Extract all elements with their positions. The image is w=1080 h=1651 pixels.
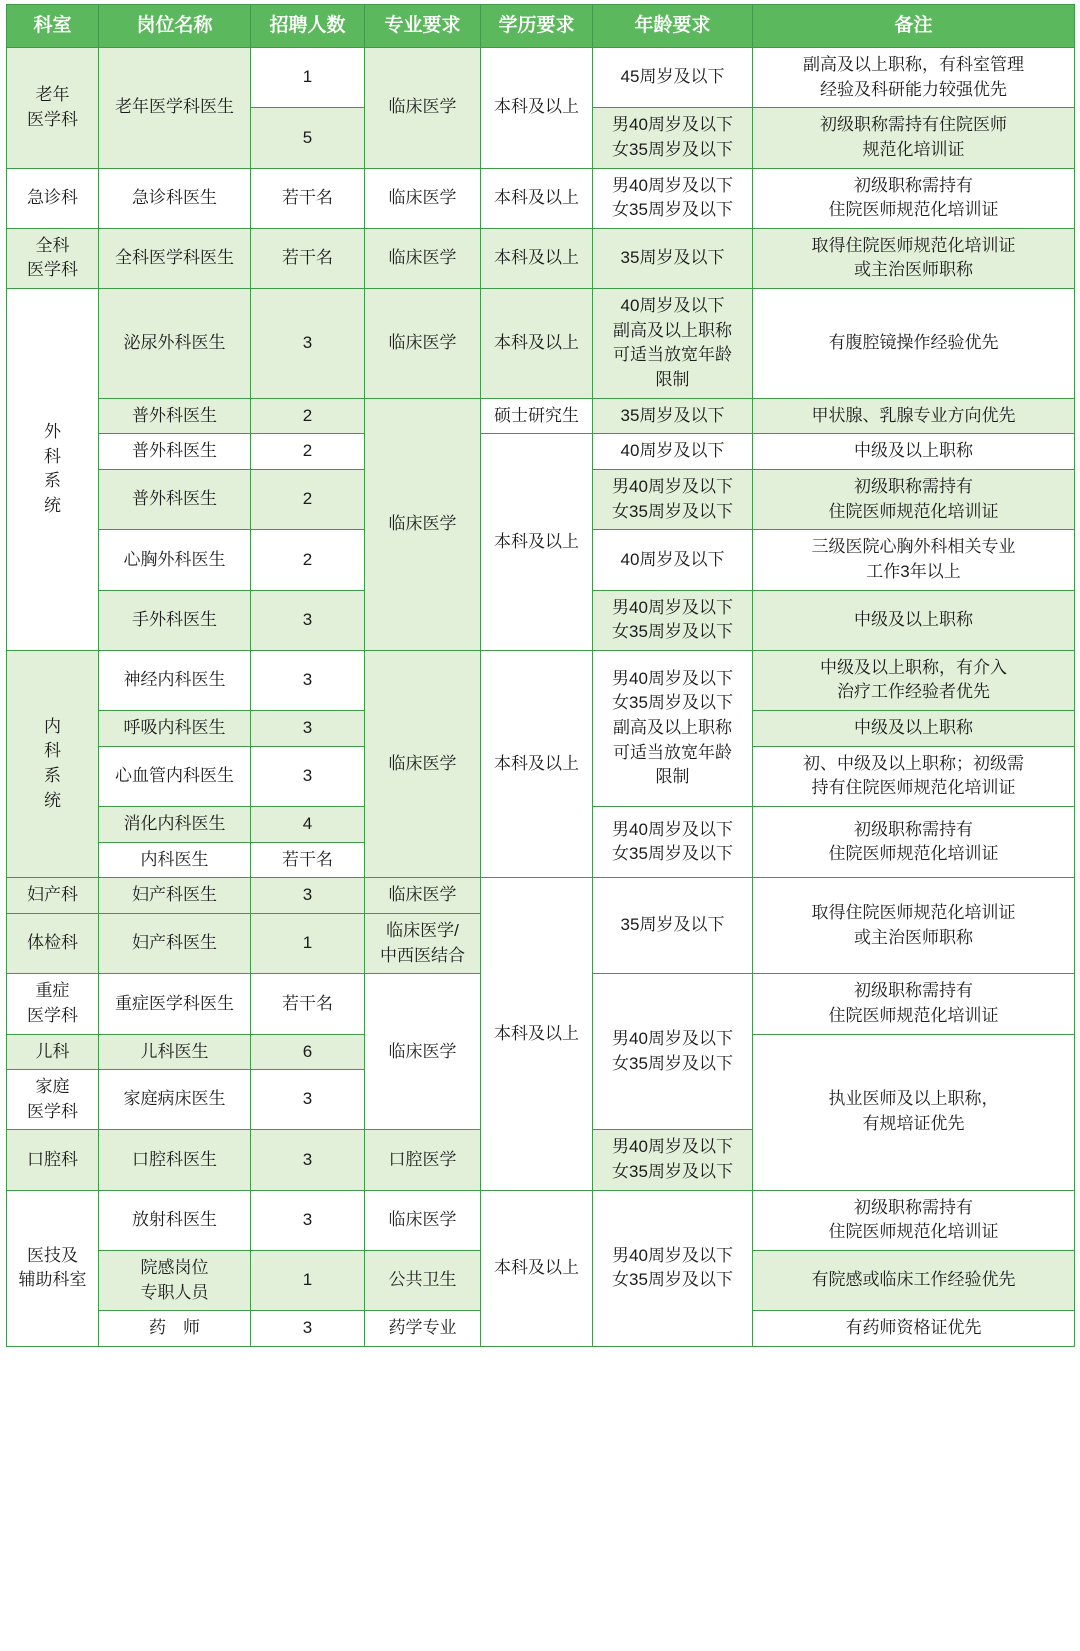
table-cell: 妇产科医生 (99, 878, 251, 914)
table-row (7, 398, 1075, 434)
table-cell: 5 (251, 108, 365, 168)
table-row (7, 650, 1075, 710)
column-header-1: 岗位名称 (99, 5, 251, 48)
table-cell: 临床医学 (365, 650, 481, 877)
table-cell: 呼吸内科医生 (99, 711, 251, 747)
table-row (7, 289, 1075, 399)
table-cell: 3 (251, 1311, 365, 1347)
table-cell: 三级医院心胸外科相关专业 工作3年以上 (753, 530, 1075, 590)
table-cell: 全科医学科医生 (99, 228, 251, 288)
table-cell: 妇产科 (7, 878, 99, 914)
table-cell: 临床医学 (365, 228, 481, 288)
table-cell: 男40周岁及以下 女35周岁及以下 (593, 469, 753, 529)
table-cell: 男40周岁及以下 女35周岁及以下 (593, 590, 753, 650)
table-cell: 男40周岁及以下 女35周岁及以下 副高及以上职称 可适当放宽年龄 限制 (593, 650, 753, 806)
table-cell: 35周岁及以下 (593, 878, 753, 974)
table-cell: 1 (251, 1250, 365, 1310)
table-cell: 临床医学 (365, 878, 481, 914)
table-cell: 男40周岁及以下 女35周岁及以下 (593, 168, 753, 228)
table-body (7, 48, 1075, 1347)
table-cell: 执业医师及以上职称， 有规培证优先 (753, 1034, 1075, 1190)
table-cell: 心血管内科医生 (99, 746, 251, 806)
table-cell: 本科及以上 (481, 650, 593, 877)
table-cell: 3 (251, 590, 365, 650)
table-cell: 2 (251, 398, 365, 434)
table-cell: 40周岁及以下 (593, 530, 753, 590)
table-cell: 全科 医学科 (7, 228, 99, 288)
table-cell: 3 (251, 650, 365, 710)
table-row (7, 48, 1075, 108)
table-cell: 中级及以上职称 (753, 434, 1075, 470)
table-cell: 男40周岁及以下 女35周岁及以下 (593, 974, 753, 1130)
table-row (7, 878, 1075, 914)
table-cell: 有腹腔镜操作经验优先 (753, 289, 1075, 399)
table-cell: 3 (251, 746, 365, 806)
table-cell: 口腔医学 (365, 1130, 481, 1190)
column-header-0: 科室 (7, 5, 99, 48)
column-header-6: 备注 (753, 5, 1075, 48)
table-cell: 口腔科 (7, 1130, 99, 1190)
table-cell: 本科及以上 (481, 878, 593, 1190)
table-cell: 消化内科医生 (99, 807, 251, 843)
table-cell: 副高及以上职称，有科室管理 经验及科研能力较强优先 (753, 48, 1075, 108)
table-cell: 中级及以上职称 (753, 590, 1075, 650)
table-cell: 4 (251, 807, 365, 843)
table-cell: 2 (251, 469, 365, 529)
recruitment-table (6, 4, 1075, 1347)
table-cell: 老年 医学科 (7, 48, 99, 169)
table-cell: 放射科医生 (99, 1190, 251, 1250)
table-cell: 儿科医生 (99, 1034, 251, 1070)
table-cell: 1 (251, 48, 365, 108)
table-cell: 若干名 (251, 228, 365, 288)
table-cell: 取得住院医师规范化培训证 或主治医师职称 (753, 228, 1075, 288)
table-cell: 3 (251, 878, 365, 914)
table-cell: 急诊科医生 (99, 168, 251, 228)
table-cell: 口腔科医生 (99, 1130, 251, 1190)
table-cell: 急诊科 (7, 168, 99, 228)
table-cell: 若干名 (251, 842, 365, 878)
table-cell: 妇产科医生 (99, 913, 251, 973)
table-cell: 重症 医学科 (7, 974, 99, 1034)
table-cell: 临床医学 (365, 1190, 481, 1250)
table-cell: 3 (251, 1070, 365, 1130)
table-header (7, 5, 1075, 48)
table-cell: 有药师资格证优先 (753, 1311, 1075, 1347)
table-cell: 2 (251, 530, 365, 590)
table-cell: 心胸外科医生 (99, 530, 251, 590)
table-cell: 男40周岁及以下 女35周岁及以下 (593, 1130, 753, 1190)
column-header-4: 学历要求 (481, 5, 593, 48)
table-cell: 儿科 (7, 1034, 99, 1070)
table-cell: 甲状腺、乳腺专业方向优先 (753, 398, 1075, 434)
table-cell: 临床医学 (365, 398, 481, 650)
table-cell: 35周岁及以下 (593, 398, 753, 434)
table-cell: 2 (251, 434, 365, 470)
table-cell: 本科及以上 (481, 289, 593, 399)
column-header-3: 专业要求 (365, 5, 481, 48)
table-cell: 1 (251, 913, 365, 973)
table-cell: 有院感或临床工作经验优先 (753, 1250, 1075, 1310)
table-cell: 重症医学科医生 (99, 974, 251, 1034)
table-cell: 中级及以上职称 (753, 711, 1075, 747)
table-cell: 若干名 (251, 974, 365, 1034)
table-cell: 泌尿外科医生 (99, 289, 251, 399)
table-cell: 硕士研究生 (481, 398, 593, 434)
table-cell: 老年医学科医生 (99, 48, 251, 169)
table-cell: 内科医生 (99, 842, 251, 878)
table-cell: 3 (251, 1130, 365, 1190)
column-header-2: 招聘人数 (251, 5, 365, 48)
table-cell: 家庭病床医生 (99, 1070, 251, 1130)
table-cell: 男40周岁及以下 女35周岁及以下 (593, 1190, 753, 1346)
table-cell: 神经内科医生 (99, 650, 251, 710)
table-cell: 3 (251, 289, 365, 399)
table-cell: 45周岁及以下 (593, 48, 753, 108)
table-cell: 取得住院医师规范化培训证 或主治医师职称 (753, 878, 1075, 974)
table-cell: 初级职称需持有 住院医师规范化培训证 (753, 168, 1075, 228)
table-cell: 6 (251, 1034, 365, 1070)
table-cell: 普外科医生 (99, 469, 251, 529)
table-cell: 35周岁及以下 (593, 228, 753, 288)
table-cell: 初级职称需持有 住院医师规范化培训证 (753, 807, 1075, 878)
table-cell: 40周岁及以下 (593, 434, 753, 470)
table-cell: 3 (251, 711, 365, 747)
table-cell: 本科及以上 (481, 1190, 593, 1346)
table-cell: 本科及以上 (481, 48, 593, 169)
table-cell: 本科及以上 (481, 228, 593, 288)
table-cell: 初级职称需持有 住院医师规范化培训证 (753, 1190, 1075, 1250)
table-row (7, 1190, 1075, 1250)
table-cell: 临床医学 (365, 974, 481, 1130)
table-row (7, 168, 1075, 228)
table-cell: 临床医学 (365, 289, 481, 399)
table-row (7, 228, 1075, 288)
table-cell: 普外科医生 (99, 434, 251, 470)
table-cell: 3 (251, 1190, 365, 1250)
table-cell: 中级及以上职称，有介入 治疗工作经验者优先 (753, 650, 1075, 710)
table-cell: 40周岁及以下 副高及以上职称 可适当放宽年龄 限制 (593, 289, 753, 399)
table-cell: 普外科医生 (99, 398, 251, 434)
table-cell: 临床医学/ 中西医结合 (365, 913, 481, 973)
table-row (7, 434, 1075, 470)
table-cell: 院感岗位 专职人员 (99, 1250, 251, 1310)
column-header-5: 年龄要求 (593, 5, 753, 48)
table-cell: 公共卫生 (365, 1250, 481, 1310)
table-cell: 内 科 系 统 (7, 650, 99, 877)
table-cell: 若干名 (251, 168, 365, 228)
table-cell: 临床医学 (365, 48, 481, 169)
header-row (7, 5, 1075, 48)
table-cell: 家庭 医学科 (7, 1070, 99, 1130)
table-cell: 初级职称需持有 住院医师规范化培训证 (753, 469, 1075, 529)
table-cell: 外 科 系 统 (7, 289, 99, 651)
table-cell: 本科及以上 (481, 434, 593, 650)
table-cell: 初级职称需持有 住院医师规范化培训证 (753, 974, 1075, 1034)
table-cell: 体检科 (7, 913, 99, 973)
table-cell: 临床医学 (365, 168, 481, 228)
table-cell: 本科及以上 (481, 168, 593, 228)
table-cell: 男40周岁及以下 女35周岁及以下 (593, 108, 753, 168)
table-cell: 男40周岁及以下 女35周岁及以下 (593, 807, 753, 878)
table-cell: 医技及 辅助科室 (7, 1190, 99, 1346)
table-cell: 初、中级及以上职称；初级需 持有住院医师规范化培训证 (753, 746, 1075, 806)
table-cell: 药学专业 (365, 1311, 481, 1347)
table-cell: 手外科医生 (99, 590, 251, 650)
table-cell: 初级职称需持有住院医师 规范化培训证 (753, 108, 1075, 168)
table-cell: 药 师 (99, 1311, 251, 1347)
